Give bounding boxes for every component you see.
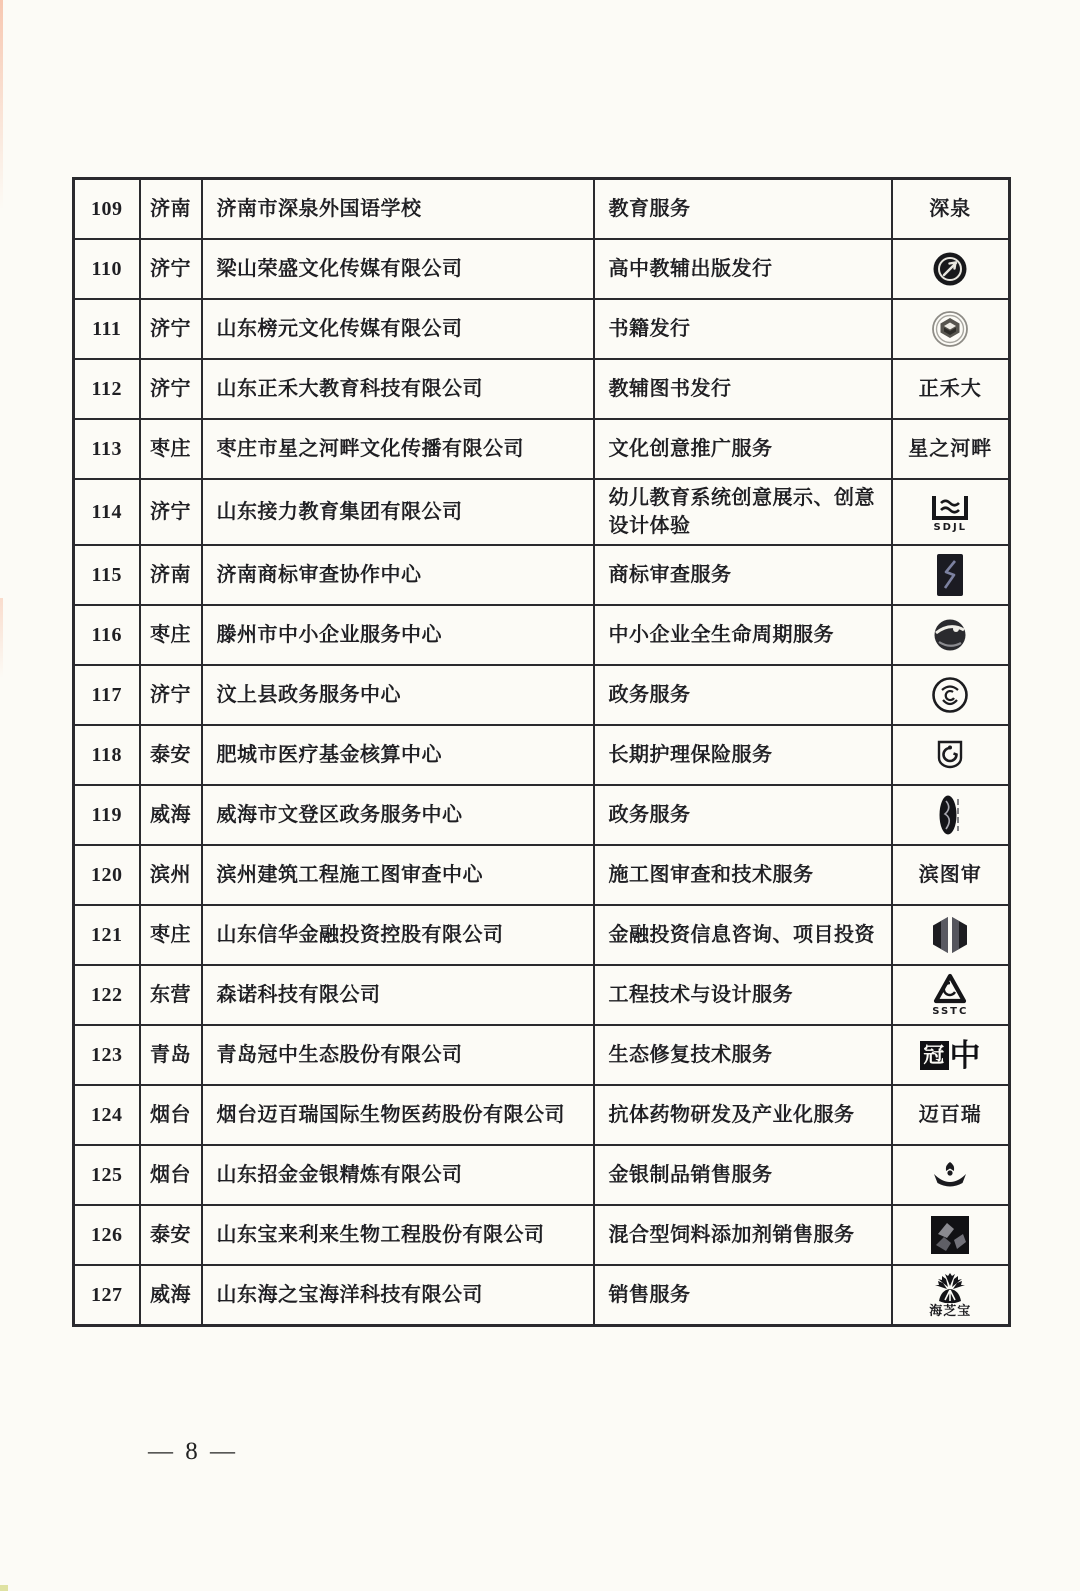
row-number-cell: 112: [74, 359, 140, 419]
mirrored-arrows-icon: [930, 915, 970, 955]
table-row: [74, 239, 1010, 299]
dark-rect-s-icon: [937, 554, 963, 596]
service-cell: 政务服务: [594, 785, 892, 845]
row-number-cell: 110: [74, 239, 140, 299]
service-cell: 政务服务: [594, 665, 892, 725]
company-name-cell: 济南市深泉外国语学校: [202, 179, 594, 240]
company-name-cell: 山东宝来利来生物工程股份有限公司: [202, 1205, 594, 1265]
company-name-cell: 滕州市中小企业服务中心: [202, 605, 594, 665]
trademark-cell: [892, 179, 1010, 240]
city-cell: 枣庄: [140, 905, 202, 965]
city-cell: 东营: [140, 965, 202, 1025]
table-row: [74, 1265, 1010, 1326]
row-number-cell: 118: [74, 725, 140, 785]
service-cell: 高中教辅出版发行: [594, 239, 892, 299]
trademark-cell: [892, 299, 1010, 359]
table-row: [74, 665, 1010, 725]
row-number-cell: 121: [74, 905, 140, 965]
company-name-cell: 山东接力教育集团有限公司: [202, 479, 594, 545]
trademark-cell: [892, 965, 1010, 1025]
company-name-cell: 山东海之宝海洋科技有限公司: [202, 1265, 594, 1326]
row-number-cell: 109: [74, 179, 140, 240]
city-cell: 泰安: [140, 1205, 202, 1265]
service-cell: 书籍发行: [594, 299, 892, 359]
row-number-cell: 119: [74, 785, 140, 845]
guanzhong-logo-icon: 冠 中: [920, 1040, 982, 1071]
city-cell: 威海: [140, 785, 202, 845]
row-number-cell: 115: [74, 545, 140, 605]
row-number-cell: 116: [74, 605, 140, 665]
table-row: [74, 359, 1010, 419]
city-cell: 青岛: [140, 1025, 202, 1085]
city-cell: 济宁: [140, 299, 202, 359]
trademark-cell: [892, 479, 1010, 545]
trademark-cell: [892, 605, 1010, 665]
service-cell: 生态修复技术服务: [594, 1025, 892, 1085]
row-number-cell: 122: [74, 965, 140, 1025]
table-row: [74, 1145, 1010, 1205]
trademark-cell: [892, 845, 1010, 905]
trademark-text: 迈百瑞: [918, 1104, 982, 1126]
trademark-cell: [892, 905, 1010, 965]
table-row: [74, 845, 1010, 905]
service-cell: 金融投资信息咨询、项目投资: [594, 905, 892, 965]
company-name-cell: 威海市文登区政务服务中心: [202, 785, 594, 845]
trademark-text: 滨图审: [918, 864, 982, 886]
urchin-flower-icon: [932, 1273, 968, 1303]
service-cell: 金银制品销售服务: [594, 1145, 892, 1205]
service-cell: 教辅图书发行: [594, 359, 892, 419]
company-name-cell: 肥城市医疗基金核算中心: [202, 725, 594, 785]
city-cell: 枣庄: [140, 419, 202, 479]
table-row: [74, 965, 1010, 1025]
city-cell: 济南: [140, 545, 202, 605]
trademark-cell: [892, 665, 1010, 725]
city-cell: 济宁: [140, 479, 202, 545]
oval-seal-icon: [938, 794, 962, 836]
company-name-cell: 汶上县政务服务中心: [202, 665, 594, 725]
scan-edge-artifact: [0, 598, 3, 678]
table-row: [74, 1085, 1010, 1145]
city-cell: 济宁: [140, 359, 202, 419]
service-cell: 幼儿教育系统创意展示、创意设计体验: [594, 479, 892, 545]
table-row: [74, 905, 1010, 965]
table-row: [74, 179, 1010, 240]
trademark-cell: [892, 1205, 1010, 1265]
city-cell: 烟台: [140, 1085, 202, 1145]
row-number-cell: 113: [74, 419, 140, 479]
trademark-cell: [892, 1145, 1010, 1205]
trademark-cell: [892, 725, 1010, 785]
table-row: [74, 725, 1010, 785]
row-number-cell: 117: [74, 665, 140, 725]
city-cell: 烟台: [140, 1145, 202, 1205]
dark-square-stones-icon: [931, 1216, 969, 1254]
trademark-cell: [892, 359, 1010, 419]
row-number-cell: 125: [74, 1145, 140, 1205]
logo-caption: SSTC: [932, 1006, 969, 1017]
trademark-cell: [892, 1265, 1010, 1326]
sdjl-frame-icon: [930, 493, 970, 521]
city-cell: 济宁: [140, 239, 202, 299]
company-name-cell: 山东招金金银精炼有限公司: [202, 1145, 594, 1205]
trademark-cell: [892, 545, 1010, 605]
row-number-cell: 127: [74, 1265, 140, 1326]
company-name-cell: 山东榜元文化传媒有限公司: [202, 299, 594, 359]
page-number: — 8 —: [148, 1438, 238, 1465]
ring-swirl-icon: [931, 676, 969, 714]
company-name-cell: 梁山荣盛文化传媒有限公司: [202, 239, 594, 299]
trademark-text: 深泉: [929, 198, 972, 220]
table-row: [74, 299, 1010, 359]
scan-edge-artifact: [0, 0, 3, 210]
company-name-cell: 山东信华金融投资控股有限公司: [202, 905, 594, 965]
row-number-cell: 114: [74, 479, 140, 545]
table-row: [74, 545, 1010, 605]
table-row: [74, 479, 1010, 545]
service-cell: 工程技术与设计服务: [594, 965, 892, 1025]
service-cell: 文化创意推广服务: [594, 419, 892, 479]
company-name-cell: 青岛冠中生态股份有限公司: [202, 1025, 594, 1085]
table-row: [74, 605, 1010, 665]
service-cell: 教育服务: [594, 179, 892, 240]
service-cell: 长期护理保险服务: [594, 725, 892, 785]
scan-corner-artifact: [0, 1585, 8, 1591]
row-number-cell: 123: [74, 1025, 140, 1085]
trademark-cell: [892, 1025, 1010, 1085]
trademark-cell: [892, 1085, 1010, 1145]
row-number-cell: 111: [74, 299, 140, 359]
trademark-cell: [892, 239, 1010, 299]
trademark-registry-table: [72, 177, 1011, 1327]
table-row: [74, 419, 1010, 479]
shield-emblem-icon: [935, 739, 965, 771]
logo-caption: SDJL: [933, 521, 968, 533]
trademark-text: 星之河畔: [908, 438, 993, 460]
compass-emblem-icon: [932, 251, 968, 287]
service-cell: 中小企业全生命周期服务: [594, 605, 892, 665]
company-name-cell: 山东正禾大教育科技有限公司: [202, 359, 594, 419]
table-row: [74, 785, 1010, 845]
service-cell: 混合型饲料添加剂销售服务: [594, 1205, 892, 1265]
company-name-cell: 济南商标审查协作中心: [202, 545, 594, 605]
trademark-cell: [892, 785, 1010, 845]
triangle-outline-icon: [933, 973, 967, 1005]
row-number-cell: 120: [74, 845, 140, 905]
city-cell: 枣庄: [140, 605, 202, 665]
service-cell: 抗体药物研发及产业化服务: [594, 1085, 892, 1145]
table-row: [74, 1205, 1010, 1265]
company-name-cell: 滨州建筑工程施工图审查中心: [202, 845, 594, 905]
service-cell: 施工图审查和技术服务: [594, 845, 892, 905]
city-cell: 济宁: [140, 665, 202, 725]
row-number-cell: 124: [74, 1085, 140, 1145]
ring-badge-icon: [931, 310, 969, 348]
trademark-cell: [892, 419, 1010, 479]
company-name-cell: 烟台迈百瑞国际生物医药股份有限公司: [202, 1085, 594, 1145]
trademark-text: 正禾大: [918, 378, 982, 400]
table-body: [74, 179, 1010, 1326]
company-name-cell: 枣庄市星之河畔文化传播有限公司: [202, 419, 594, 479]
city-cell: 威海: [140, 1265, 202, 1326]
service-cell: 销售服务: [594, 1265, 892, 1326]
globe-icon: [932, 617, 968, 653]
city-cell: 泰安: [140, 725, 202, 785]
table-row: [74, 1025, 1010, 1085]
logo-caption: 海芝宝: [929, 1302, 972, 1318]
city-cell: 滨州: [140, 845, 202, 905]
city-cell: 济南: [140, 179, 202, 240]
bird-emblem-icon: [931, 1160, 969, 1190]
service-cell: 商标审查服务: [594, 545, 892, 605]
row-number-cell: 126: [74, 1205, 140, 1265]
company-name-cell: 森诺科技有限公司: [202, 965, 594, 1025]
